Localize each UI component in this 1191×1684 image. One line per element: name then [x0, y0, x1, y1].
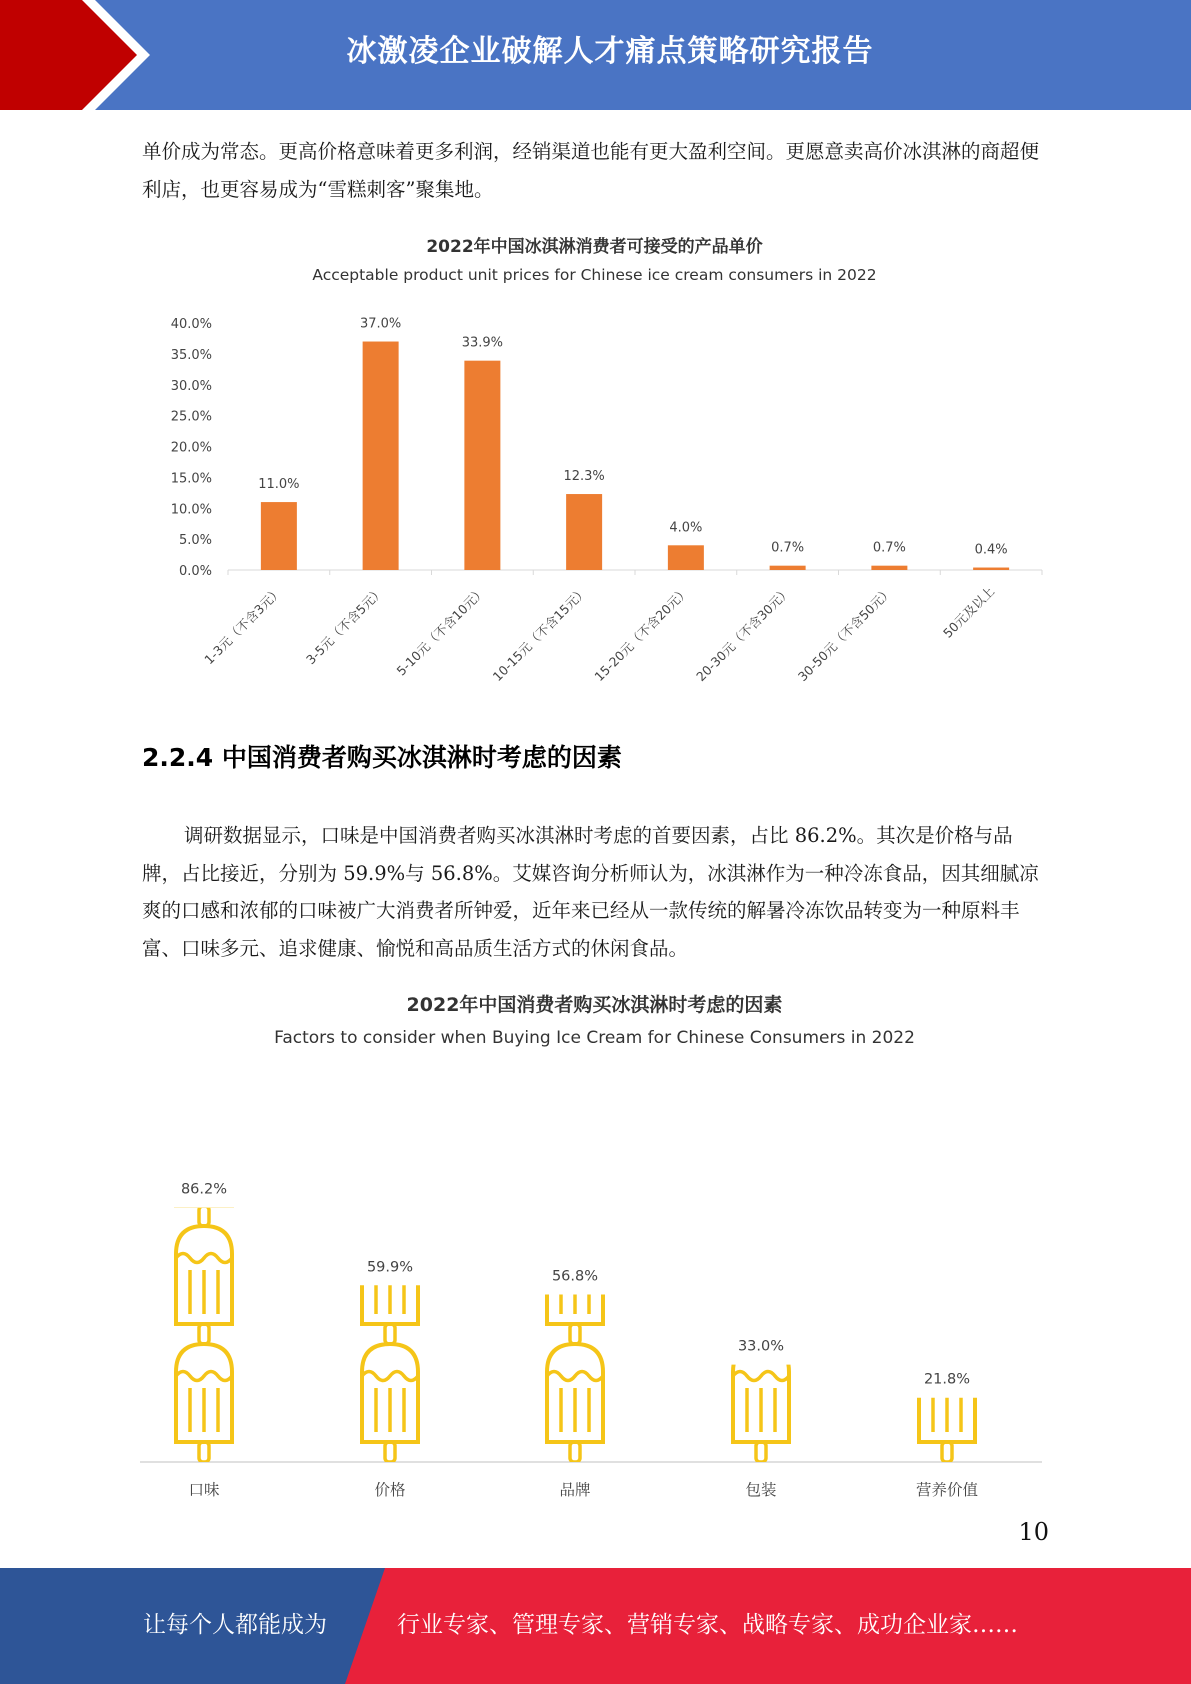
bar-value-label: 4.0% [669, 520, 703, 536]
y-tick-label: 10.0% [170, 502, 212, 518]
page-header [0, 0, 1191, 110]
bar [871, 566, 907, 570]
x-tick-label: 15-20元（不含20元） [591, 583, 692, 685]
bar-value-label: 11.0% [258, 477, 300, 493]
popsicle-stick [942, 1442, 952, 1462]
popsicle-body [733, 1226, 789, 1324]
y-tick-label: 40.0% [170, 317, 212, 332]
bar [363, 342, 399, 570]
bar-value-label: 12.3% [563, 469, 605, 485]
popsicle-drip [362, 1136, 418, 1145]
footer-slogan-left: 让每个人都能成为 [143, 1612, 327, 1638]
bar [770, 566, 806, 570]
x-tick-label: 20-30元（不含30元） [693, 583, 794, 685]
price-bar-chart [0, 300, 1191, 700]
x-tick-label: 30-50元（不含50元） [794, 583, 896, 685]
bar-value-label: 33.0% [737, 1338, 785, 1355]
bar-value-label: 33.9% [461, 335, 504, 351]
x-tick-label: 3-5元（不含5元） [303, 583, 387, 668]
chart2-title: 2022年中国消费者购买冰淇淋时考虑的因素 [406, 994, 783, 1016]
x-tick-label: 营养价值 [915, 1481, 979, 1499]
popsicle-stick [385, 1442, 395, 1462]
popsicle-drip [919, 1254, 975, 1263]
x-tick-label: 5-10元（不含10元） [393, 583, 489, 679]
popsicle-drip [733, 1372, 789, 1381]
bar [464, 361, 500, 570]
y-tick-label: 5.0% [178, 533, 212, 549]
y-tick-label: 30.0% [170, 378, 212, 394]
bar-value-label: 59.9% [366, 1259, 414, 1276]
bar [261, 502, 297, 570]
x-tick-label: 品牌 [559, 1481, 591, 1499]
x-tick-label: 50元及以上 [940, 583, 998, 641]
popsicle-stick [385, 1206, 395, 1226]
popsicle-drip [733, 1254, 789, 1263]
x-tick-label: 1-3元（不含3元） [201, 583, 285, 668]
report-title: 冰激凌企业破解人才痛点策略研究报告 [346, 34, 874, 69]
bar-value-label: 0.4% [974, 542, 1008, 558]
x-tick-label: 口味 [188, 1481, 220, 1499]
popsicle-body [547, 1108, 603, 1206]
popsicle-drip [176, 1254, 232, 1263]
page-footer [0, 1568, 1191, 1684]
bar [973, 568, 1009, 570]
popsicle-stack [919, 1226, 975, 1462]
y-tick-label: 20.0% [170, 440, 212, 456]
bar-value-label: 37.0% [359, 316, 402, 332]
section-heading: 2.2.4 中国消费者购买冰淇淋时考虑的因素 [142, 743, 622, 772]
bar-value-label: 56.8% [551, 1268, 599, 1285]
x-tick-label: 价格 [374, 1481, 406, 1499]
popsicle-body [919, 1226, 975, 1324]
section-paragraph: 调研数据显示，口味是中国消费者购买冰淇淋时考虑的首要因素，占比 86.2%。其次是价格与品牌，占比接近，分别为 59.9%与 56.8%。艾媒咨询分析师认为，冰淇淋作为一种冷冻食品，因其细腻凉爽的口感和浓郁的口味被广大消费者所钟爱，近年来已经从一款传统的解暑冷冻饮品转变为一种原料丰富、口味多元、追求健康、愉悦和高品质生活方式的休闲食品。 [142, 824, 1039, 960]
popsicle-stick [570, 1206, 580, 1226]
popsicle-stick [570, 1442, 580, 1462]
popsicle-stick [756, 1442, 766, 1462]
y-tick-label: 0.0% [178, 564, 212, 579]
x-tick-label: 包装 [745, 1481, 777, 1499]
popsicle-drip [547, 1372, 603, 1381]
y-tick-label: 35.0% [170, 347, 212, 363]
bar-value-label: 0.7% [872, 540, 906, 556]
popsicle-drip [547, 1136, 603, 1145]
bar [668, 545, 704, 570]
factors-popsicle-chart [0, 1100, 1191, 1500]
intro-paragraph: 单价成为常态。更高价格意味着更多利润，经销渠道也能有更大盈利空间。更愿意卖高价冰淇淋的商超便利店，也更容易成为“雪糕刺客”聚集地。 [142, 140, 1040, 201]
y-tick-label: 15.0% [170, 471, 212, 487]
footer-slogan-right: 行业专家、管理专家、营销专家、战略专家、成功企业家…… [397, 1612, 1018, 1638]
bar [566, 494, 602, 570]
chart2-subtitle: Factors to consider when Buying Ice Cream for Chinese Consumers in 2022 [274, 1028, 915, 1048]
popsicle-stick [385, 1324, 395, 1344]
bar-value-label: 0.7% [771, 540, 805, 556]
popsicle-stick [570, 1324, 580, 1344]
x-tick-label: 10-15元（不含15元） [489, 583, 591, 685]
popsicle-drip [362, 1372, 418, 1381]
bar-value-label: 86.2% [180, 1181, 228, 1198]
y-tick-label: 25.0% [170, 409, 212, 425]
popsicle-stick [199, 1206, 209, 1226]
popsicle-drip [176, 1136, 232, 1145]
popsicle-stick [199, 1100, 209, 1108]
chart1-subtitle: Acceptable product unit prices for Chinese ice cream consumers in 2022 [312, 266, 877, 284]
popsicle-stack [362, 1108, 418, 1462]
chart1-title: 2022年中国冰淇淋消费者可接受的产品单价 [426, 237, 763, 257]
page-number: 10 [1018, 1518, 1049, 1546]
bar-value-label: 21.8% [923, 1371, 971, 1388]
popsicle-stick [199, 1442, 209, 1462]
popsicle-drip [547, 1254, 603, 1263]
popsicle-stack [176, 1100, 232, 1462]
popsicle-stack [547, 1108, 603, 1462]
header-chevron-icon [0, 0, 160, 110]
popsicle-stick [942, 1324, 952, 1344]
popsicle-stick [199, 1324, 209, 1344]
popsicle-body [362, 1108, 418, 1206]
popsicle-drip [176, 1372, 232, 1381]
